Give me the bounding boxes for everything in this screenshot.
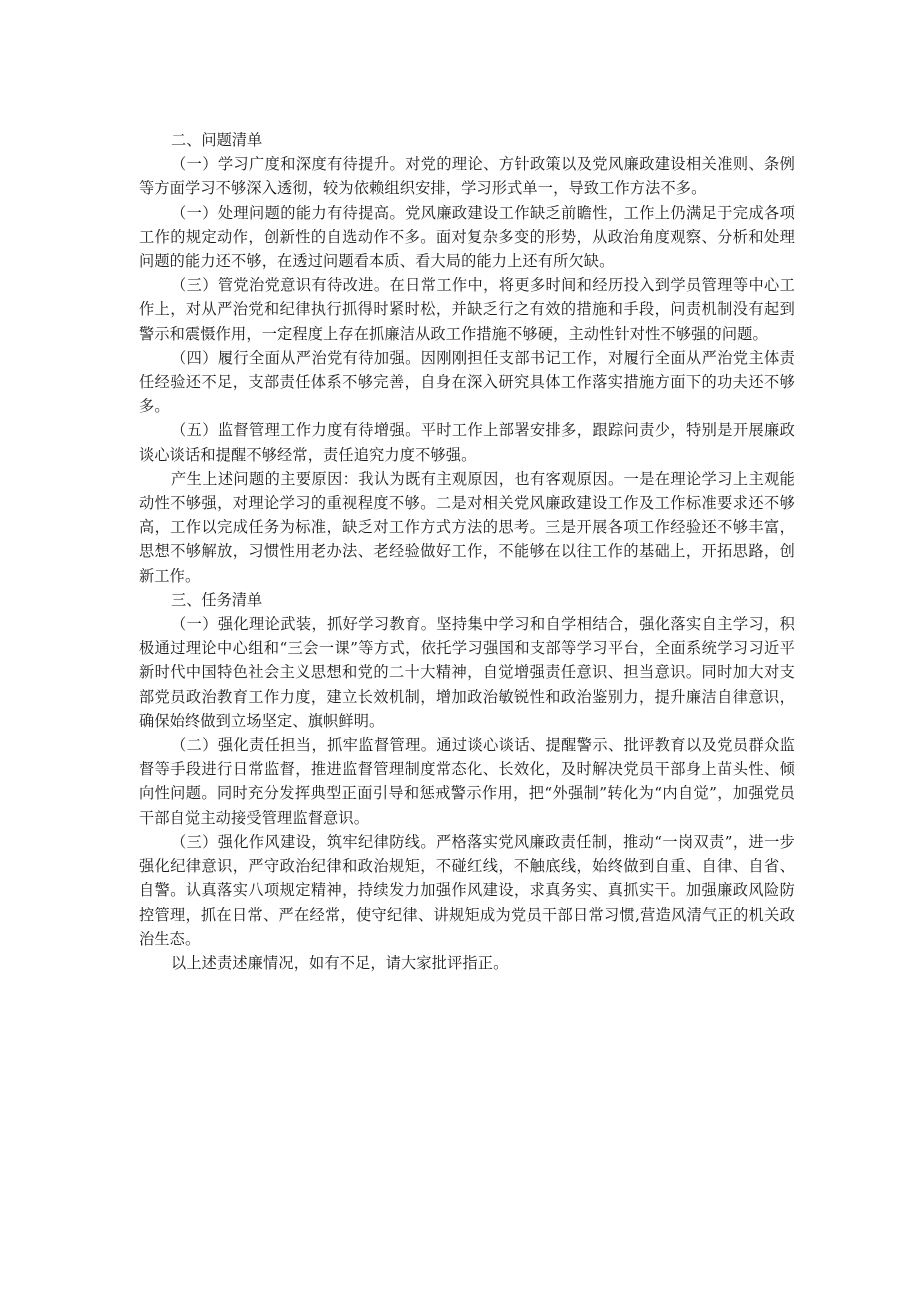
problem-item-2: （一）处理问题的能力有待提高。党风廉政建设工作缺乏前瞻性，工作上仍满足于完成各项工作的规定动作，创新性的自选动作不多。面对复杂多变的形势，从政治角度观察、分析和处理问题的能力还不够，在透过问题看本质、看大局的能力上还有所欠缺。 — [139, 203, 795, 271]
task-item-2: （二）强化责任担当，抓牢监督管理。通过谈心谈话、提醒警示、批评教育以及党员群众监督等手段进行日常监督，推进监督管理制度常态化、长效化，及时解决党员干部身上苗头性、倾向性问题。同时充分发挥典型正面引导和惩戒警示作用，把“外强制”转化为“内自觉”，加强党员干部自觉主动接受管理监督意识。 — [139, 736, 795, 827]
problem-item-5: （五）监督管理工作力度有待增强。平时工作上部署安排多，跟踪问责少，特别是开展廉政谈心谈话和提醒不够经常，责任追究力度不够强。 — [139, 421, 795, 464]
task-item-3: （三）强化作风建设，筑牢纪律防线。严格落实党风廉政责任制，推动“一岗双责”，进一步强化纪律意识，严守政治纪律和政治规矩，不碰红线，不触底线，始终做到自重、自律、自省、自警。认真落实八项规定精神，持续发力加强作风建设，求真务实、真抓实干。加强廉政风险防控管理，抓在日常、严在经常，使守纪律、讲规矩成为党员干部日常习惯,营造风清气正的机关政治生态。 — [139, 832, 795, 948]
problem-item-4: （四）履行全面从严治党有待加强。因刚刚担任支部书记工作，对履行全面从严治党主体责任经验还不足，支部责任体系不够完善，自身在深入研究具体工作落实措施方面下的功夫还不够多。 — [139, 348, 795, 416]
problem-item-1: （一）学习广度和深度有待提升。对党的理论、方针政策以及党风廉政建设相关准则、条例等方面学习不够深入透彻，较为依赖组织安排，学习形式单一，导致工作方法不多。 — [139, 155, 795, 198]
problem-item-3: （三）管党治党意识有待改进。在日常工作中，将更多时间和经历投入到学员管理等中心工作上，对从严治党和纪律执行抓得时紧时松，并缺乏行之有效的措施和手段，问责机制没有起到警示和震慑作用，一定程度上存在抓廉洁从政工作措施不够硬，主动性针对性不够强的问题。 — [139, 276, 795, 343]
section-heading-tasks: 三、任务清单 — [171, 590, 263, 609]
causes-paragraph: 产生上述问题的主要原因：我认为既有主观原因，也有客观原因。一是在理论学习上主观能动性不够强，对理论学习的重视程度不够。二是对相关党风廉政建设工作及工作标准要求还不够高，工作以完成任务为标准，缺乏对工作方式方法的思考。三是开展各项工作经验还不够丰富，思想不够解放，习惯性用老办法、老经验做好工作，不能够在以往工作的基础上，开拓思路，创新工作。 — [139, 469, 795, 585]
document-page — [139, 128, 795, 975]
task-item-1: （一）强化理论武装，抓好学习教育。坚持集中学习和自学相结合，强化落实自主学习，积极通过理论中心组和“三会一课”等方式，依托学习强国和支部等学习平台，全面系统学习习近平新时代中国特色社会主义思想和党的二十大精神，自觉增强责任意识、担当意识。同时加大对支部党员政治教育工作力度，建立长效机制，增加政治敏锐性和政治鉴别力，提升廉洁自律意识，确保始终做到立场坚定、旗帜鲜明。 — [139, 615, 795, 730]
closing-paragraph: 以上述责述廉情况，如有不足，请大家批评指正。 — [171, 953, 509, 972]
section-heading-problems: 二、问题清单 — [171, 131, 263, 149]
